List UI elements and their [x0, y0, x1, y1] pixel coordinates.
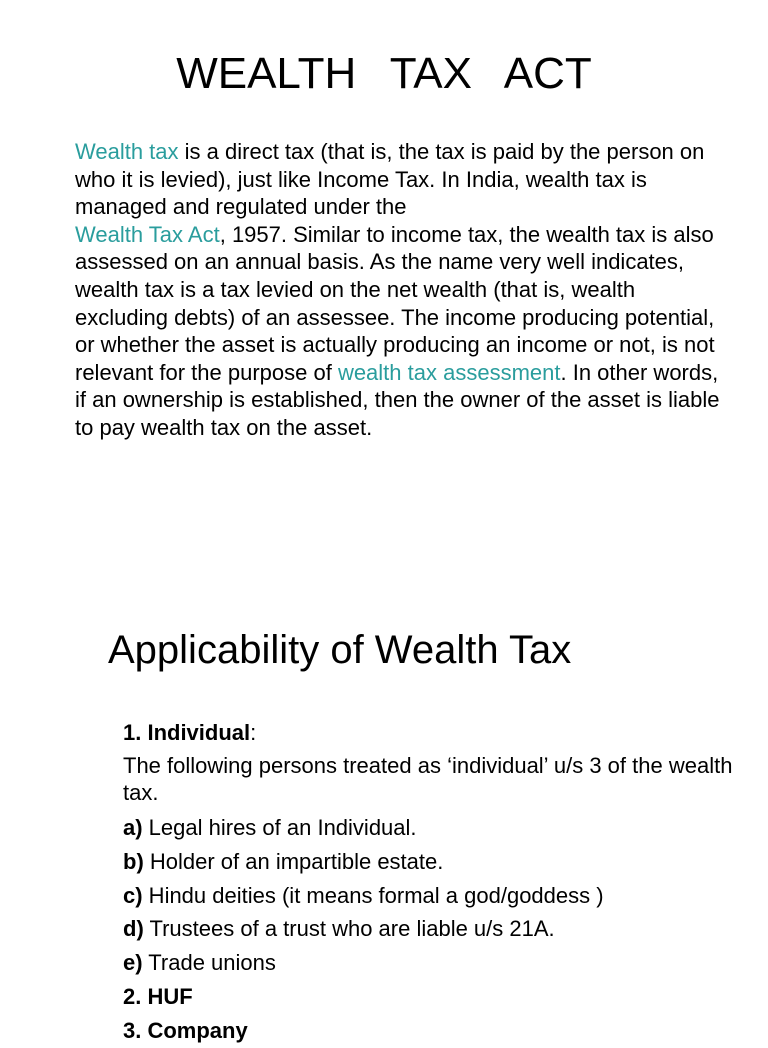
wealth-tax-link[interactable]: Wealth tax — [75, 139, 179, 164]
item-text: Trade unions — [142, 950, 276, 976]
item-marker: c) — [123, 882, 143, 908]
item-marker: e) — [123, 950, 143, 976]
huf-heading: 2. HUF — [123, 983, 193, 1009]
wealth-tax-assessment-link[interactable]: wealth tax assessment — [337, 359, 561, 385]
individual-description: The following persons treated as ‘individual’ u/s 3 of the wealth tax. — [123, 752, 733, 806]
individual-colon: : — [250, 720, 257, 745]
page-title: WEALTH TAX ACT — [176, 49, 592, 98]
list-item — [123, 946, 743, 980]
applicability-list — [123, 716, 743, 1048]
company-heading: 3. Company — [123, 1017, 248, 1043]
intro-text-3: . In other words, if an ownership is established, then the owner of the asset is liable to pay wealth tax on the asset. — [75, 359, 720, 440]
item-marker: d) — [123, 916, 144, 942]
wealth-tax-act-link[interactable]: Wealth Tax Act — [75, 221, 220, 247]
item-text: Holder of an impartible estate. — [143, 848, 444, 874]
item-marker: b) — [123, 848, 144, 874]
section-title: Applicability of Wealth Tax — [108, 628, 572, 672]
individual-heading: 1. Individual — [123, 720, 251, 745]
item-marker: a) — [123, 814, 143, 840]
list-item — [123, 845, 743, 879]
intro-paragraph — [75, 138, 725, 442]
individual-heading-line — [123, 716, 743, 750]
list-item — [123, 811, 743, 845]
item-text: Hindu deities (it means formal a god/goddess ) — [142, 882, 604, 908]
item-text: Trustees of a trust who are liable u/s 21A. — [143, 916, 555, 942]
list-item — [123, 912, 743, 946]
list-item — [123, 879, 743, 913]
intro-text-2: , 1957. Similar to income tax, the wealth tax is also assessed on an annual basis. As the name very well indicates, wealth tax is a tax levied on the net wealth (that is, wealth excluding debts) of an assessee. The income producing potential, or whether the asset is actually producing an income or not, is not relevant for the purpose of — [75, 221, 715, 385]
item-text: Legal hires of an Individual. — [142, 814, 417, 840]
intro-text-1: is a direct tax (that is, the tax is paid by the person on who it is levied), just like Income Tax. In India, wealth tax is managed and regulated under the — [75, 139, 705, 220]
